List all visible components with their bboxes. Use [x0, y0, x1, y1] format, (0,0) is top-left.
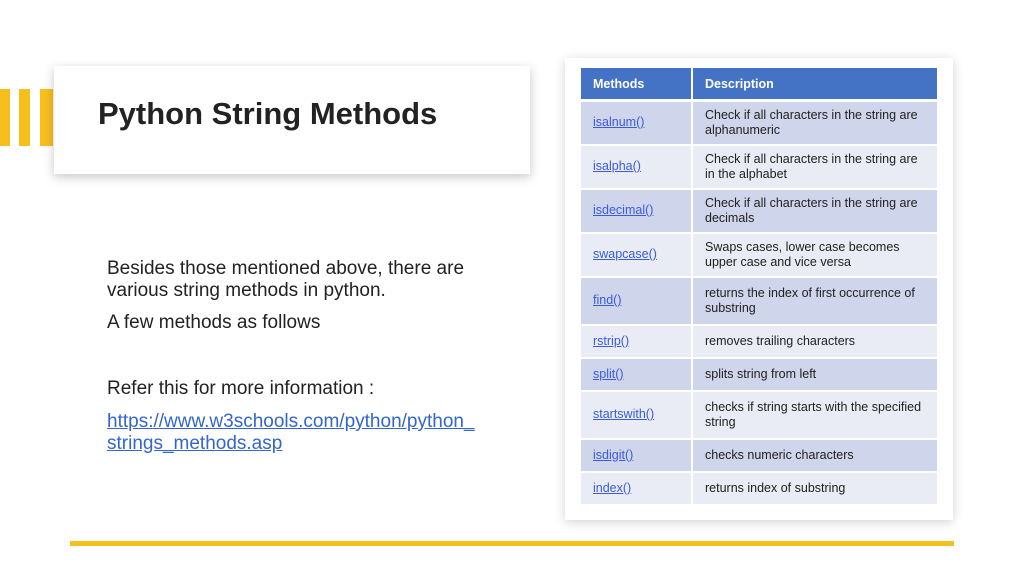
header-methods: Methods	[581, 68, 693, 102]
description-line-1: Check if all characters in the string are	[705, 107, 918, 122]
description-line-1: Swaps cases, lower case becomes	[705, 239, 900, 254]
table-row	[581, 234, 937, 278]
description-cell	[693, 190, 937, 234]
table-row	[581, 359, 937, 392]
method-cell	[581, 359, 693, 392]
description-line-2: alphanumeric	[705, 123, 781, 137]
description-cell	[693, 146, 937, 190]
table-row	[581, 392, 937, 440]
method-link[interactable]: find()	[593, 293, 622, 308]
method-link[interactable]: isdecimal()	[593, 203, 654, 218]
description-line-2: in the alphabet	[705, 167, 788, 181]
description-cell	[693, 278, 937, 326]
method-link[interactable]: isalnum()	[593, 115, 645, 130]
footer-accent-line	[70, 541, 954, 546]
table-row	[581, 473, 937, 506]
method-link[interactable]: isalpha()	[593, 159, 641, 174]
description-line-2: string	[705, 415, 736, 429]
method-cell	[581, 278, 693, 326]
table-row	[581, 190, 937, 234]
method-cell	[581, 234, 693, 278]
description-line-2: decimals	[705, 211, 755, 225]
description-line-1: checks if string starts with the specified	[705, 399, 922, 414]
description-line-1: Check if all characters in the string are	[705, 151, 918, 166]
header-description: Description	[693, 68, 937, 102]
accent-stripe-1	[0, 89, 10, 146]
description-cell	[693, 234, 937, 278]
method-link[interactable]: split()	[593, 366, 624, 381]
table-row	[581, 146, 937, 190]
method-link[interactable]: startswith()	[593, 407, 655, 422]
method-cell	[581, 190, 693, 234]
body-line-1: Besides those mentioned above, there are	[107, 258, 465, 279]
method-link[interactable]: swapcase()	[593, 247, 657, 262]
methods-table	[581, 68, 937, 506]
table-row	[581, 278, 937, 326]
w3schools-link-line-2[interactable]: strings_methods.asp	[107, 433, 283, 454]
description-cell	[693, 473, 937, 506]
method-link[interactable]: index()	[593, 480, 632, 495]
table-row	[581, 326, 937, 359]
refer-text: Refer this for more information :	[107, 378, 375, 399]
accent-stripe-2	[19, 89, 30, 146]
method-cell	[581, 146, 693, 190]
description-cell	[693, 359, 937, 392]
title-card	[54, 66, 530, 174]
description-line-1: returns index of substring	[705, 480, 846, 495]
description-line-2: substring	[705, 301, 756, 315]
method-cell	[581, 102, 693, 146]
table-row	[581, 102, 937, 146]
description-cell	[693, 440, 937, 473]
description-line-2: upper case and vice versa	[705, 255, 851, 269]
description-line-1: checks numeric characters	[705, 447, 854, 462]
description-line-1: Check if all characters in the string are	[705, 195, 918, 210]
description-cell	[693, 392, 937, 440]
page-title: Python String Methods	[98, 96, 438, 131]
method-cell	[581, 392, 693, 440]
w3schools-link-line-1[interactable]: https://www.w3schools.com/python/python_	[107, 411, 475, 432]
method-cell	[581, 440, 693, 473]
method-cell	[581, 326, 693, 359]
table-header-row	[581, 68, 937, 102]
description-line-1: removes trailing characters	[705, 333, 856, 348]
methods-table-card	[565, 58, 953, 520]
description-line-1: returns the index of first occurrence of	[705, 285, 915, 300]
body-line-2: various string methods in python.	[107, 280, 386, 301]
description-cell	[693, 326, 937, 359]
accent-stripe-3	[40, 89, 53, 146]
method-cell	[581, 473, 693, 506]
description-line-1: splits string from left	[705, 366, 817, 381]
method-link[interactable]: isdigit()	[593, 447, 634, 462]
description-cell	[693, 102, 937, 146]
table-row	[581, 440, 937, 473]
method-link[interactable]: rstrip()	[593, 333, 630, 348]
body-line-3: A few methods as follows	[107, 312, 321, 333]
